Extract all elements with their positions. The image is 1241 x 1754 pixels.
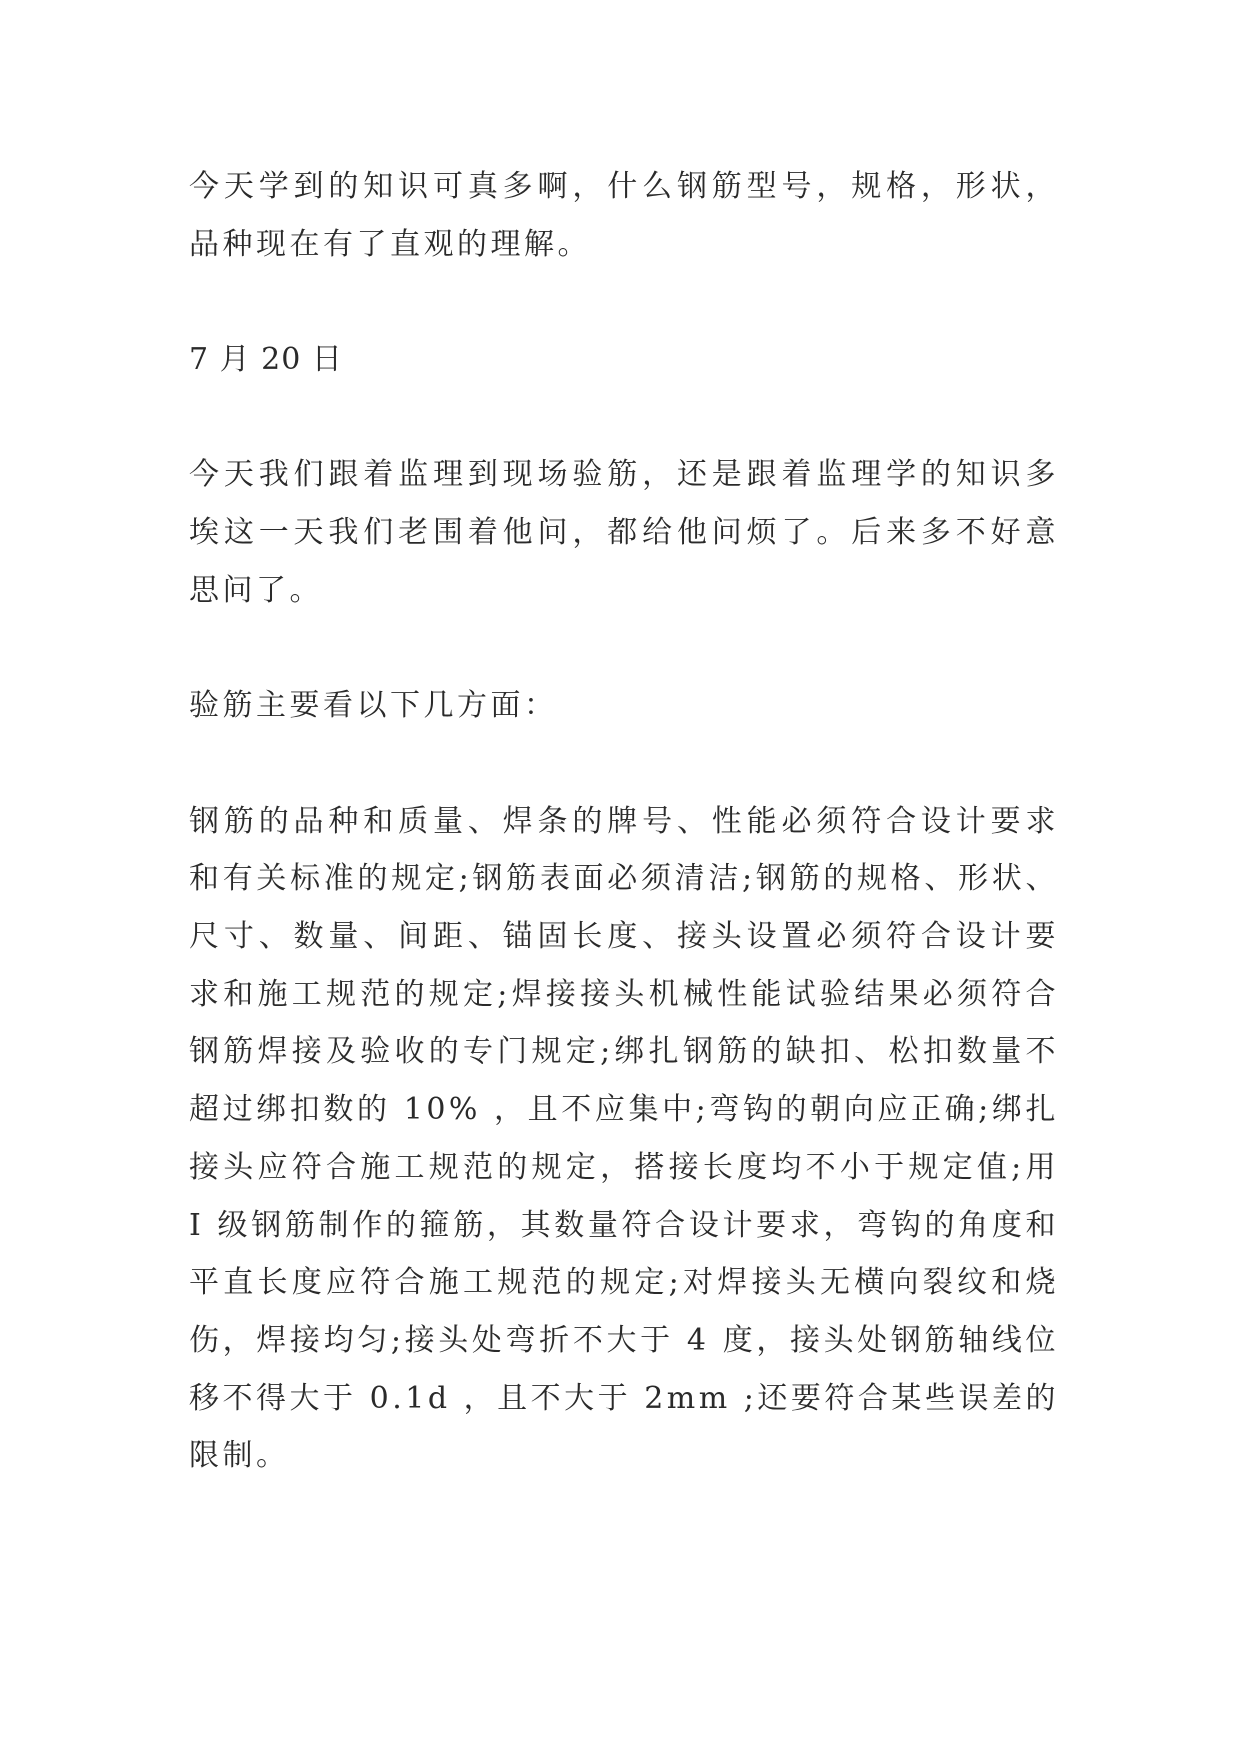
paragraph-inspection-details: 钢筋的品种和质量、焊条的牌号、性能必须符合设计要求和有关标准的规定;钢筋表面必须清洁;钢筋的规格、形状、尺寸、数量、间距、锚固长度、接头设置必须符合设计要求和施工规范的规定;焊接接头机械性能试验结果必须符合钢筋焊接及验收的专门规定;绑扎钢筋的缺扣、松扣数量不超过绑扣数的 10% ，且不应集中;弯钩的朝向应正确;绑扎接头应符合施工规范的规定，搭接长度均不小于规定值;用 I 级钢筋制作的箍筋，其数量符合设计要求，弯钩的角度和平直长度应符合施工规范的规定;对焊接头无横向裂纹和烧伤，焊接均匀;接头处弯折不大于 4 度，接头处钢筋轴线位移不得大于 0.1d ，且不大于 2mm ;还要符合某些误差的限制。 [189, 803, 1059, 1474]
paragraph-date: 7 月 20 日 [189, 342, 343, 378]
paragraph-inspection-heading: 验筋主要看以下几方面： [189, 688, 558, 724]
document-body [189, 158, 1059, 1543]
paragraph-learning-summary: 今天学到的知识可真多啊，什么钢筋型号，规格，形状，品种现在有了直观的理解。 [189, 169, 1059, 262]
paragraph-site-inspection: 今天我们跟着监理到现场验筋，还是跟着监理学的知识多埃这一天我们老围着他问，都给他问烦了。后来多不好意思问了。 [189, 457, 1059, 608]
